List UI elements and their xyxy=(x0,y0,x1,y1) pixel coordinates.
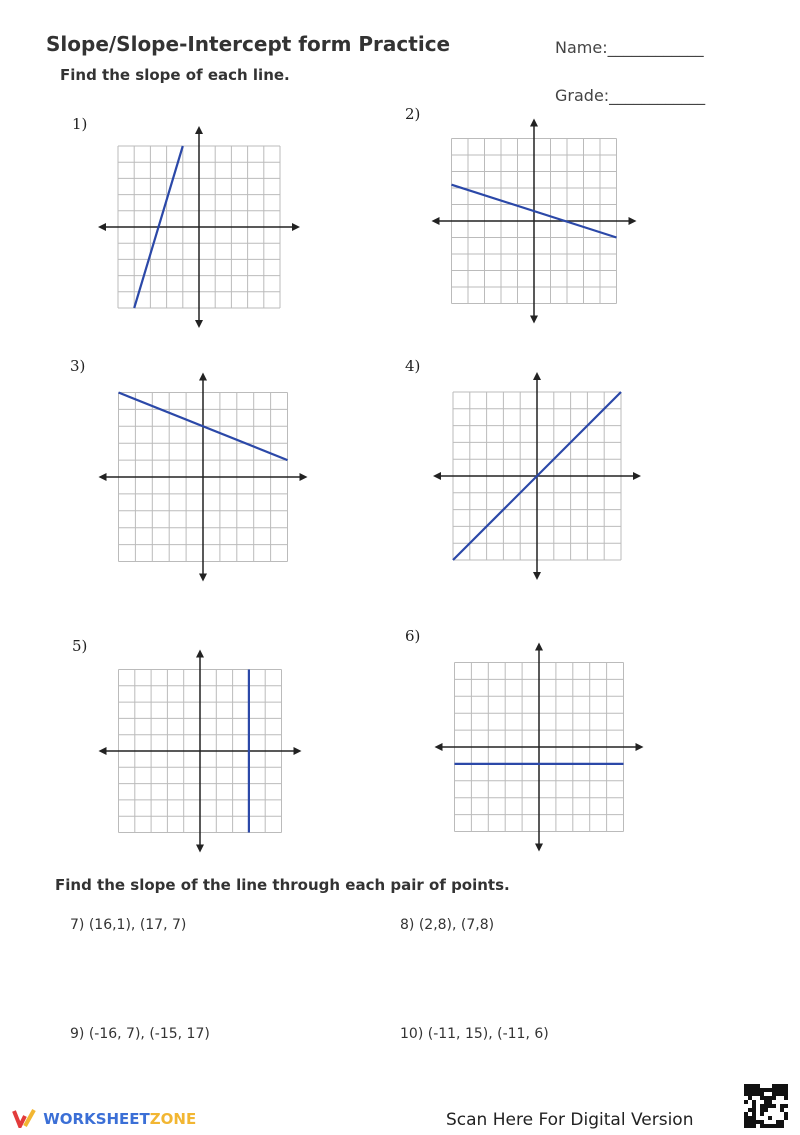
instruction-1: Find the slope of each line. xyxy=(60,66,290,84)
graph-label-5: 5) xyxy=(72,637,88,655)
problem-8: 8) (2,8), (7,8) xyxy=(400,917,495,933)
name-field: Name:____________ xyxy=(555,38,704,57)
graph-label-6: 6) xyxy=(405,627,421,645)
arrow-up-icon xyxy=(535,643,543,651)
brand-worksheet: WORKSHEET xyxy=(43,1110,150,1128)
worksheet-title: Slope/Slope-Intercept form Practice xyxy=(46,32,451,56)
problem-10: 10) (-11, 15), (-11, 6) xyxy=(400,1026,549,1042)
graph-label-4: 4) xyxy=(405,357,421,375)
brand-zone: ZONE xyxy=(149,1110,197,1128)
arrow-down-icon xyxy=(535,844,543,852)
instruction-2: Find the slope of the line through each pair of points. xyxy=(55,876,510,894)
logo-icon xyxy=(12,1108,38,1128)
arrow-right-icon xyxy=(636,743,644,751)
scan-text: Scan Here For Digital Version xyxy=(446,1110,694,1130)
graph-label-2: 2) xyxy=(405,105,421,123)
problem-7: 7) (16,1), (17, 7) xyxy=(70,917,187,933)
qr-code-icon[interactable] xyxy=(744,1084,790,1130)
graph-label-3: 3) xyxy=(70,357,86,375)
problem-9: 9) (-16, 7), (-15, 17) xyxy=(70,1026,210,1042)
grade-field: Grade:____________ xyxy=(555,86,706,105)
worksheetzone-logo xyxy=(12,1108,196,1128)
graph-label-1: 1) xyxy=(72,115,88,133)
arrow-left-icon xyxy=(435,743,443,751)
